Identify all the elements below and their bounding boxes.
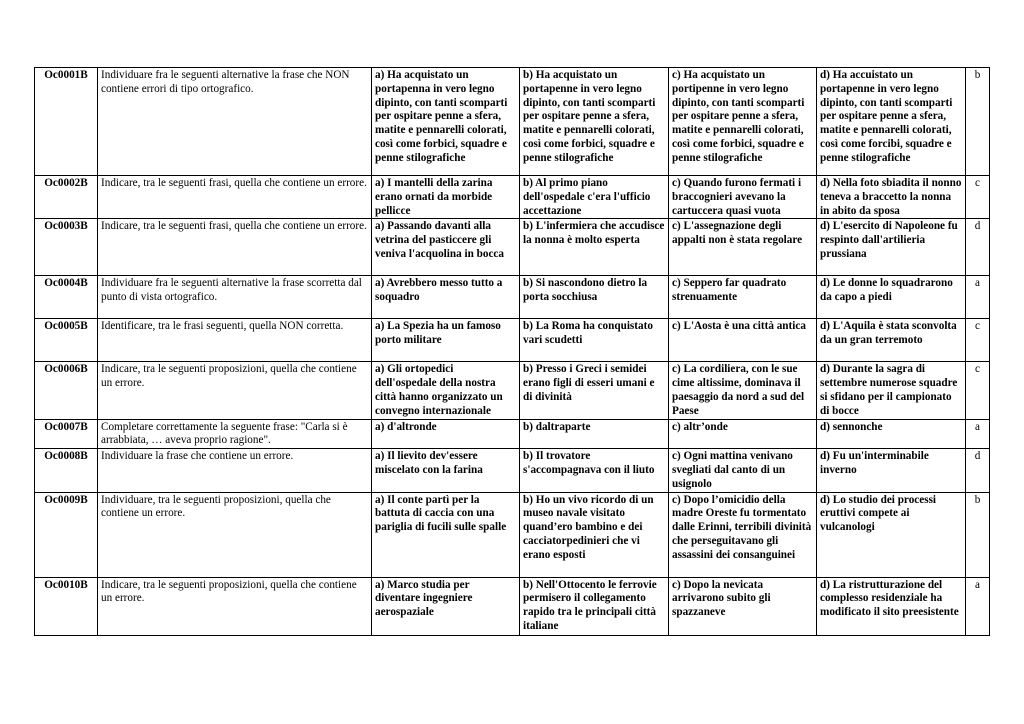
option-b: b) Presso i Greci i semidei erano figli di esseri umani e di divinità	[520, 362, 669, 419]
correct-answer: a	[966, 419, 990, 449]
correct-answer: c	[966, 362, 990, 419]
table-row	[35, 219, 990, 276]
question-text: Individuare la frase che contiene un errore.	[98, 449, 372, 492]
question-text: Individuare, tra le seguenti proposizioni, quella che contiene un errore.	[98, 492, 372, 577]
option-b: b) Ho un vivo ricordo di un museo navale visitato quand’ero bambino e dei cacciatorpedinieri che vi erano esposti	[520, 492, 669, 577]
option-c: c) L'Aosta è una città antica	[669, 319, 817, 362]
option-a: a) Il lievito dev'essere miscelato con la farina	[372, 449, 520, 492]
correct-answer: c	[966, 319, 990, 362]
option-c: c) Dopo la nevicata arrivarono subito gli spazzaneve	[669, 577, 817, 635]
correct-answer: b	[966, 68, 990, 176]
quiz-table-body	[35, 68, 990, 636]
table-row	[35, 68, 990, 176]
option-a: a) I mantelli della zarina erano ornati da morbide pellicce	[372, 176, 520, 219]
option-c: c) Seppero far quadrato strenuamente	[669, 276, 817, 319]
option-d: d) Le donne lo squadrarono da capo a piedi	[817, 276, 966, 319]
option-a: a) Ha acquistato un portapenna in vero legno dipinto, con tanti scomparti per ospitare penne a sfera, matite e pennarelli colorati, così come forbici, squadre e penne stilografiche	[372, 68, 520, 176]
option-b: b) La Roma ha conquistato vari scudetti	[520, 319, 669, 362]
correct-answer: a	[966, 577, 990, 635]
option-d: d) La ristrutturazione del complesso residenziale ha modificato il sito preesistente	[817, 577, 966, 635]
question-code: Oc0010B	[35, 577, 98, 635]
correct-answer: d	[966, 449, 990, 492]
table-row	[35, 419, 990, 449]
question-text: Indicare, tra le seguenti frasi, quella che contiene un errore.	[98, 176, 372, 219]
option-c: c) Ha acquistato un portipenne in vero legno dipinto, con tanti scomparti per ospitare penne a sfera, matite e pennarelli colorati, così come forbici, squadre e penne stilografiche	[669, 68, 817, 176]
question-text: Indicare, tra le seguenti proposizioni, quella che contiene un errore.	[98, 577, 372, 635]
option-b: b) Ha acquistato un portapenne in vero legno dipinto, con tanti scomparti per ospitare penne a sfera, matite e pennarelli colorati, così come forbici, squadre e penne stilografiche	[520, 68, 669, 176]
correct-answer: c	[966, 176, 990, 219]
question-code: Oc0007B	[35, 419, 98, 449]
option-b: b) Al primo piano dell'ospedale c'era l'ufficio accettazione	[520, 176, 669, 219]
table-row	[35, 492, 990, 577]
option-b: b) Il trovatore s'accompagnava con il liuto	[520, 449, 669, 492]
option-d: d) Ha accuistato un portapenne in vero legno dipinto, con tanti scomparti per ospitare penne a sfera, matite e pennarelli colorati, così come forcibi, squadre e penne stilografiche	[817, 68, 966, 176]
option-c: c) La cordiliera, con le sue cime altissime, dominava il paesaggio da nord a sud del Paese	[669, 362, 817, 419]
option-b: b) Si nascondono dietro la porta socchiusa	[520, 276, 669, 319]
option-a: a) La Spezia ha un famoso porto militare	[372, 319, 520, 362]
option-c: c) altr’onde	[669, 419, 817, 449]
question-text: Identificare, tra le frasi seguenti, quella NON corretta.	[98, 319, 372, 362]
question-code: Oc0001B	[35, 68, 98, 176]
question-text: Individuare fra le seguenti alternative la frase che NON contiene errori di tipo ortografico.	[98, 68, 372, 176]
option-a: a) Avrebbero messo tutto a soquadro	[372, 276, 520, 319]
option-b: b) Nell'Ottocento le ferrovie permisero il collegamento rapido tra le principali città italiane	[520, 577, 669, 635]
option-d: d) L'Aquila è stata sconvolta da un gran terremoto	[817, 319, 966, 362]
table-row	[35, 577, 990, 635]
question-code: Oc0006B	[35, 362, 98, 419]
quiz-table	[34, 67, 990, 636]
option-b: b) daltraparte	[520, 419, 669, 449]
question-text: Completare correttamente la seguente frase: "Carla si è arrabbiata, … aveva proprio ragione".	[98, 419, 372, 449]
table-row	[35, 319, 990, 362]
option-b: b) L'infermiera che accudisce la nonna è molto esperta	[520, 219, 669, 276]
option-c: c) Dopo l’omicidio della madre Oreste fu tormentato dalle Erinni, terribili divinità che perseguitavano gli assassini dei consanguinei	[669, 492, 817, 577]
question-code: Oc0009B	[35, 492, 98, 577]
option-a: a) Il conte partì per la battuta di caccia con una pariglia di fucili sulle spalle	[372, 492, 520, 577]
question-text: Individuare fra le seguenti alternative la frase scorretta dal punto di vista ortografico.	[98, 276, 372, 319]
option-d: d) Durante la sagra di settembre numerose squadre si sfidano per il campionato di bocce	[817, 362, 966, 419]
correct-answer: a	[966, 276, 990, 319]
question-code: Oc0004B	[35, 276, 98, 319]
option-a: a) Passando davanti alla vetrina del pasticcere gli veniva l'acquolina in bocca	[372, 219, 520, 276]
option-c: c) Ogni mattina venivano svegliati dal canto di un usignolo	[669, 449, 817, 492]
table-row	[35, 449, 990, 492]
table-row	[35, 176, 990, 219]
option-c: c) Quando furono fermati i braccognieri avevano la cartuccera quasi vuota	[669, 176, 817, 219]
question-code: Oc0002B	[35, 176, 98, 219]
table-row	[35, 276, 990, 319]
correct-answer: d	[966, 219, 990, 276]
question-text: Indicare, tra le seguenti proposizioni, quella che contiene un errore.	[98, 362, 372, 419]
option-d: d) sennonche	[817, 419, 966, 449]
question-code: Oc0008B	[35, 449, 98, 492]
option-a: a) d'altronde	[372, 419, 520, 449]
option-d: d) L'esercito di Napoleone fu respinto dall'artilieria prussiana	[817, 219, 966, 276]
option-c: c) L'assegnazione degli appalti non è stata regolare	[669, 219, 817, 276]
option-d: d) Fu un'interminabile inverno	[817, 449, 966, 492]
correct-answer: b	[966, 492, 990, 577]
option-d: d) Lo studio dei processi eruttivi compete ai vulcanologi	[817, 492, 966, 577]
table-row	[35, 362, 990, 419]
option-a: a) Gli ortopedici dell'ospedale della nostra città hanno organizzato un convegno internazionale	[372, 362, 520, 419]
question-code: Oc0003B	[35, 219, 98, 276]
option-a: a) Marco studia per diventare ingegniere aerospaziale	[372, 577, 520, 635]
question-text: Indicare, tra le seguenti frasi, quella che contiene un errore.	[98, 219, 372, 276]
quiz-sheet	[34, 67, 990, 636]
question-code: Oc0005B	[35, 319, 98, 362]
option-d: d) Nella foto sbiadita il nonno teneva a braccetto la nonna in abito da sposa	[817, 176, 966, 219]
